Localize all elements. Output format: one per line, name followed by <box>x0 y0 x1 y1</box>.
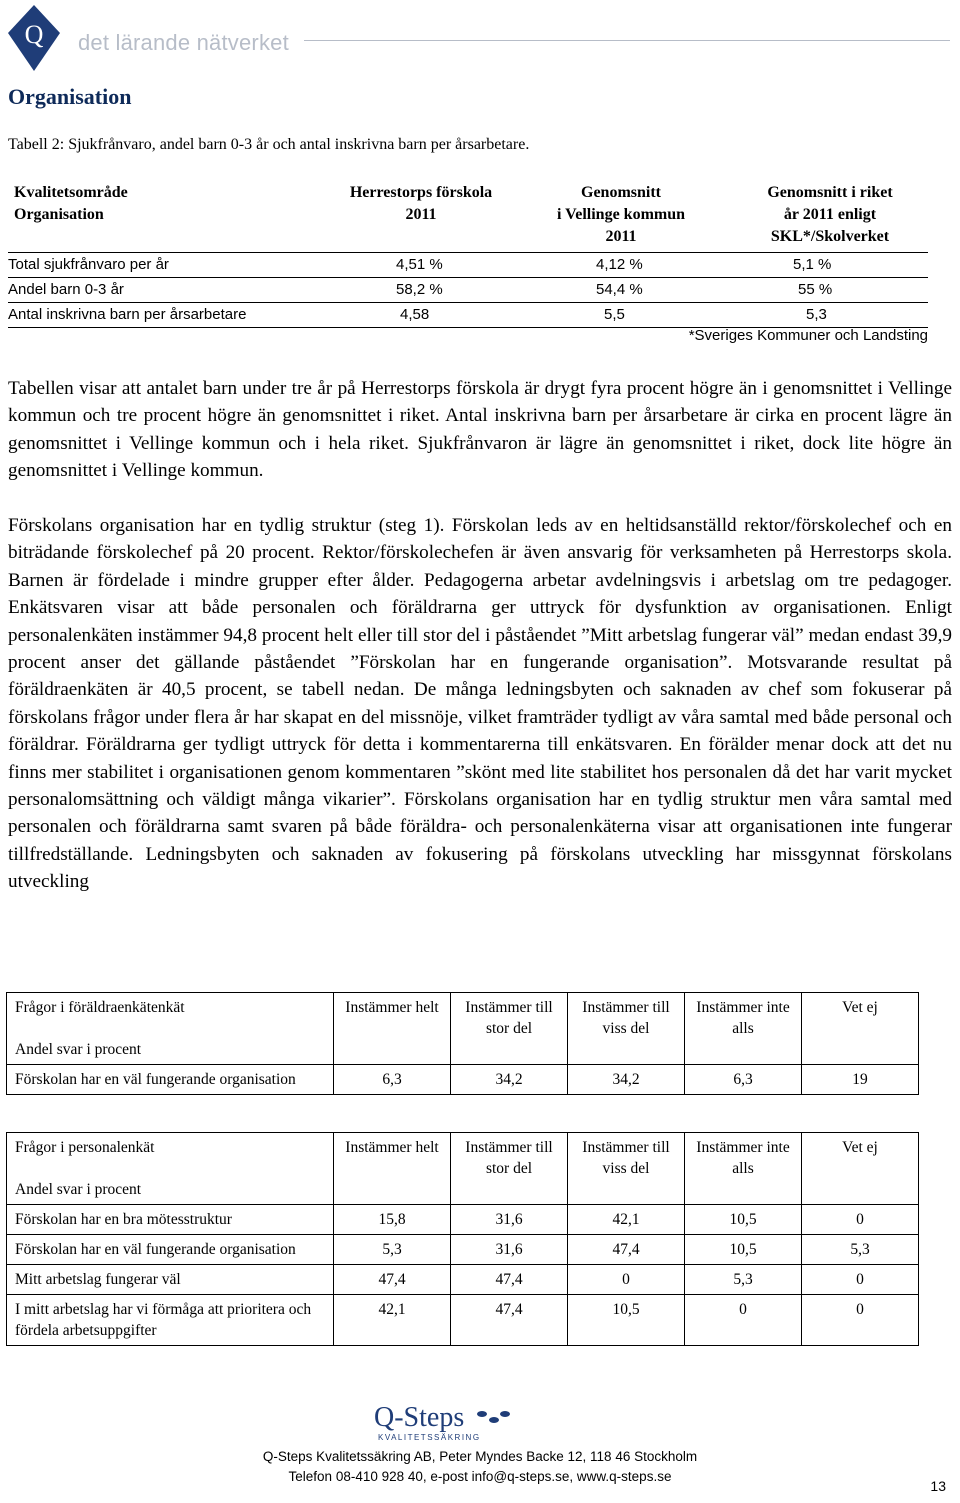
row-value: 55 % <box>798 281 833 298</box>
survey-column-header: Instämmer till viss del <box>568 1133 685 1205</box>
header-col-area: Kvalitetsområde Organisation <box>14 184 128 223</box>
q-steps-footer-logo-icon <box>374 1400 514 1444</box>
survey-value: 0 <box>802 1265 919 1295</box>
survey-value: 0 <box>802 1295 919 1346</box>
body-paragraph: Förskolans organisation har en tydlig struktur (steg 1). Förskolan leds av en heltidsanställd rektor/förskolechef och en biträdande förskolechef på 20 procent. Rektor/förskolechefen är även ansvarig för verksamheten på Herrestorps skola. Barnen är fördelade i mindre grupper efter ålder. Pedagogerna arbetar avdelningsvis i arbetslag om tre pedagoger. Enkätsvaren visar att både personalen och föräldrarna ger uttryck för dysfunktion av organisationen. Enligt personalenkäten instämmer 94,8 procent helt eller till stor del i påståendet ”Mitt arbetslag fungerar väl” medan endast 39,9 procent anser det gällande påståendet ”Förskolan har en fungerande organisation”. Motsvarande resultat på föräldraenkäten är 40,5 procent, se tabell nedan. De många ledningsbyten och saknaden av chef som fokuserar på förskolans frågor under flera år har skapat en del missnöje, vilket framträder tydligt av våra samtal med både personal och föräldrar. Föräldrarna ger tydligt uttryck för detta i kommentarerna till enkätsvaren. En förälder menar dock att det nu finns mer stabilitet i organisationen genom kommentaren ”skönt med lite stabilitet hos personalen då det har varit mycket personalomsättning och väldigt många vikarier”. Förskolans organisation har en tydlig struktur men våra samtal med personalen och föräldrarna samt svaren på både föräldra- och personalenkäterna visar att organisationen inte fungerar tillfredställande. Ledningsbyten och saknaden av fokusering på förskolans utveckling har missgynnat förskolans utveckling <box>8 515 952 893</box>
page-header <box>0 0 960 80</box>
row-value: 4,51 % <box>396 256 443 273</box>
survey-value: 47,4 <box>451 1265 568 1295</box>
header-divider <box>304 40 950 41</box>
survey-value: 34,2 <box>568 1065 685 1095</box>
survey-question: Förskolan har en bra mötesstruktur <box>7 1205 334 1235</box>
table-row <box>8 252 928 278</box>
survey-column-header: Instämmer till stor del <box>451 1133 568 1205</box>
survey-question: Mitt arbetslag fungerar väl <box>7 1265 334 1295</box>
svg-text:Q-Steps: Q-Steps <box>374 1402 465 1433</box>
row-value: 5,3 <box>806 306 827 323</box>
row-value: 58,2 % <box>396 281 443 298</box>
survey-value: 47,4 <box>451 1295 568 1346</box>
survey-column-header: Instämmer inte alls <box>685 1133 802 1205</box>
row-label: Total sjukfrånvaro per år <box>8 256 169 273</box>
section-title: Organisation <box>8 84 132 109</box>
survey-column-header: Instämmer till stor del <box>451 993 568 1065</box>
absence-table <box>8 182 928 328</box>
survey-value: 0 <box>802 1205 919 1235</box>
survey-row <box>7 1065 919 1095</box>
row-value: 4,12 % <box>596 256 643 273</box>
survey-value: 42,1 <box>334 1295 451 1346</box>
survey-value: 31,6 <box>451 1205 568 1235</box>
survey-column-header: Vet ej <box>802 993 919 1065</box>
svg-text:KVALITETSSÄKRING: KVALITETSSÄKRING <box>378 1433 481 1442</box>
survey-value: 47,4 <box>568 1235 685 1265</box>
survey-row <box>7 1205 919 1235</box>
row-value: 5,1 % <box>793 256 832 273</box>
survey-value: 10,5 <box>685 1205 802 1235</box>
survey-row <box>7 1265 919 1295</box>
footer-contact: Telefon 08-410 928 40, e-post info@q-steps.se, www.q-steps.se <box>288 1469 672 1484</box>
survey-value: 5,3 <box>334 1235 451 1265</box>
footer-address: Q-Steps Kvalitetssäkring AB, Peter Myndes Backe 12, 118 46 Stockholm <box>262 1449 698 1464</box>
survey-header-row <box>7 1133 919 1205</box>
survey-value: 15,8 <box>334 1205 451 1235</box>
body-paragraph: Tabellen visar att antalet barn under tre år på Herrestorps förskola är drygt fyra procent högre än i genomsnittet i Vellinge kommun och tre procent högre än genomsnittet i riket. Antal inskrivna barn per årsarbetare är cirka en procent lägre än genomsnittet i Vellinge kommun och i hela riket. Sjukfrånvaron är lägre än genomsnittet i riket, dock lite högre än genomsnittet i Vellinge kommun. <box>8 378 952 482</box>
brand-tagline: det lärande nätverket <box>78 30 289 55</box>
table-row <box>8 303 928 328</box>
survey-question: Förskolan har en väl fungerande organisation <box>7 1065 334 1095</box>
q-steps-logo-icon <box>6 3 62 73</box>
survey-row <box>7 1295 919 1346</box>
survey-value: 5,3 <box>802 1235 919 1265</box>
survey-value: 31,6 <box>451 1235 568 1265</box>
survey-question: I mitt arbetslag har vi förmåga att prioritera och fördela arbetsuppgifter <box>7 1295 334 1346</box>
survey-value: 6,3 <box>334 1065 451 1095</box>
survey-title-cell: Frågor i personalenkät Andel svar i procent <box>7 1133 334 1205</box>
survey-value: 6,3 <box>685 1065 802 1095</box>
survey-value: 5,3 <box>685 1265 802 1295</box>
parent-survey-table <box>6 992 919 1095</box>
survey-value: 10,5 <box>568 1295 685 1346</box>
survey-value: 0 <box>685 1295 802 1346</box>
row-label: Andel barn 0-3 år <box>8 281 124 298</box>
header-col-herrestorp: Herrestorps förskola 2011 <box>349 184 493 223</box>
absence-table-header <box>8 182 928 252</box>
survey-value: 47,4 <box>334 1265 451 1295</box>
survey-column-header: Instämmer inte alls <box>685 993 802 1065</box>
row-value: 54,4 % <box>596 281 643 298</box>
survey-column-header: Instämmer helt <box>334 993 451 1065</box>
row-label: Antal inskrivna barn per årsarbetare <box>8 306 247 323</box>
survey-column-header: Vet ej <box>802 1133 919 1205</box>
survey-value: 10,5 <box>685 1235 802 1265</box>
staff-survey-table <box>6 1132 919 1346</box>
survey-header-row <box>7 993 919 1065</box>
logo-letter: Q <box>24 20 44 49</box>
header-col-vellinge: Genomsnitt i Vellinge kommun 2011 <box>556 184 686 245</box>
survey-value: 19 <box>802 1065 919 1095</box>
row-value: 5,5 <box>604 306 625 323</box>
row-value: 4,58 <box>400 306 430 323</box>
survey-title-cell: Frågor i föräldraenkätenkät Andel svar i procent <box>7 993 334 1065</box>
header-col-riket: Genomsnitt i riket år 2011 enligt SKL*/Skolverket <box>767 184 893 245</box>
survey-column-header: Instämmer helt <box>334 1133 451 1205</box>
table-footnote: *Sveriges Kommuner och Landsting <box>688 327 928 344</box>
survey-value: 42,1 <box>568 1205 685 1235</box>
survey-question: Förskolan har en väl fungerande organisation <box>7 1235 334 1265</box>
survey-row <box>7 1235 919 1265</box>
table-row <box>8 278 928 303</box>
page-number: 13 <box>930 1478 946 1494</box>
survey-value: 0 <box>568 1265 685 1295</box>
table-caption: Tabell 2: Sjukfrånvaro, andel barn 0-3 år och antal inskrivna barn per årsarbetare. <box>8 136 530 153</box>
survey-value: 34,2 <box>451 1065 568 1095</box>
survey-column-header: Instämmer till viss del <box>568 993 685 1065</box>
